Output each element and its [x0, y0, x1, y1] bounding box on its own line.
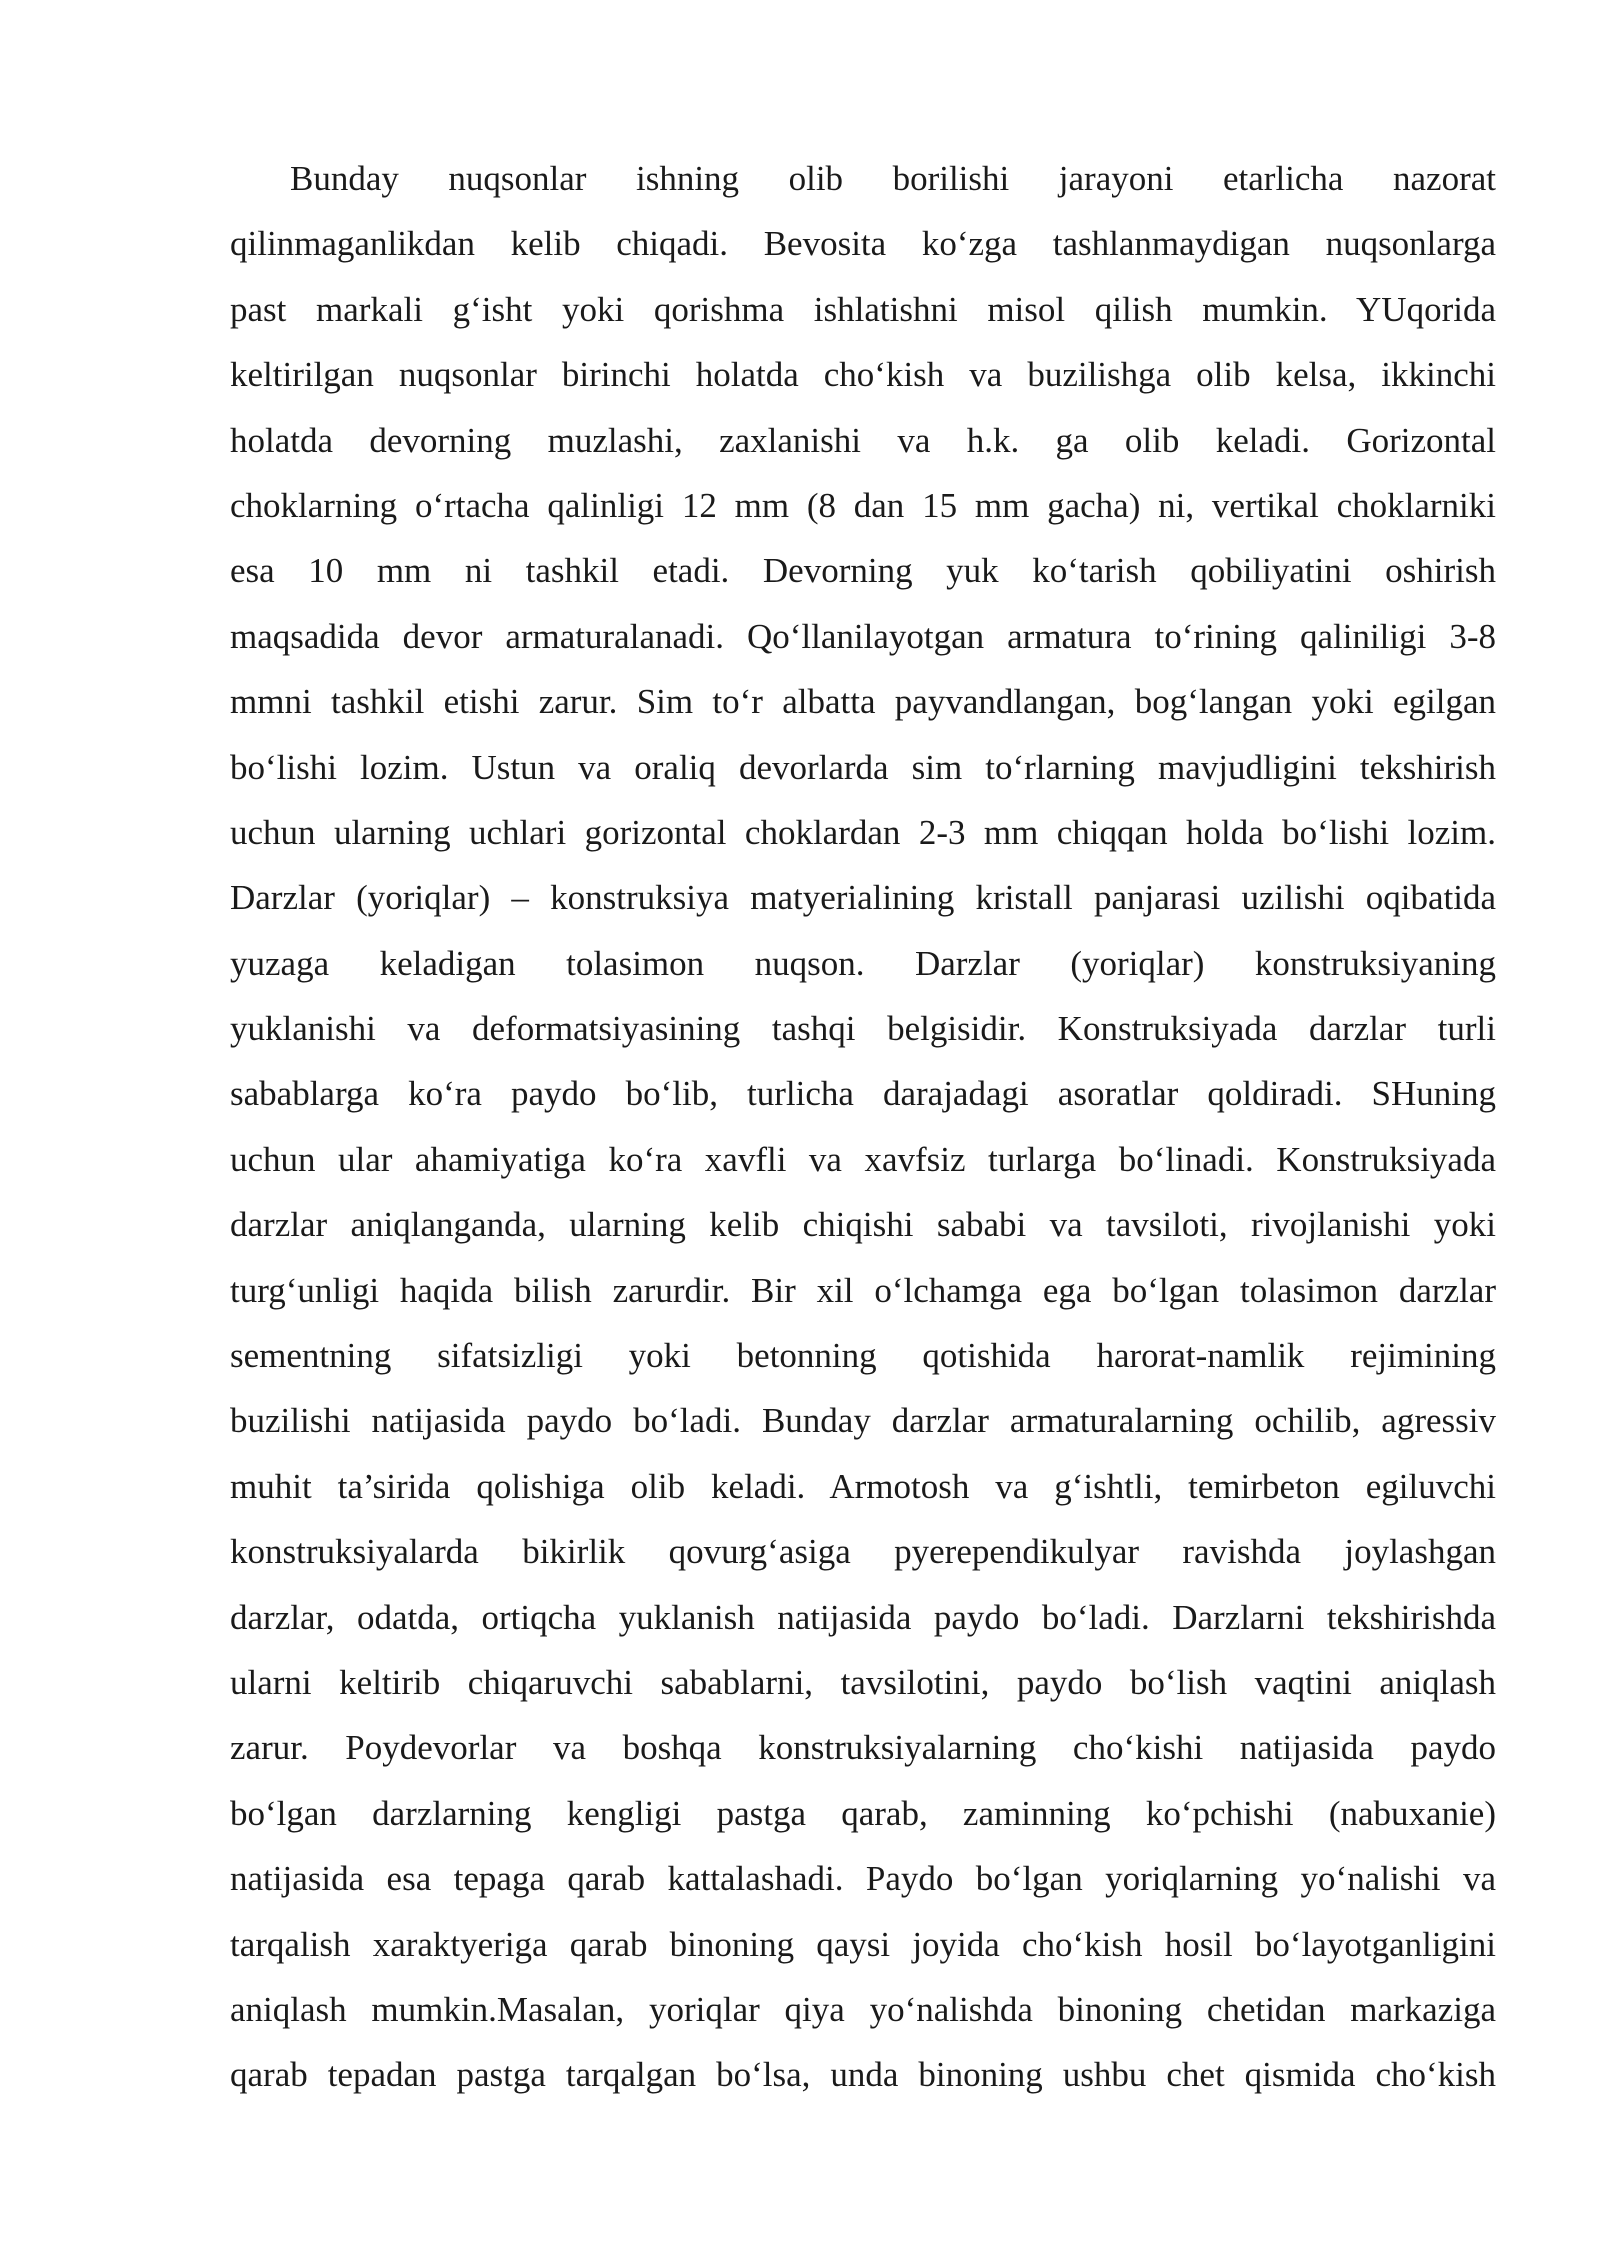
text-line: natijasida esa tepaga qarab kattalashadi. Paydo bo‘lgan yoriqlarning yo‘nalishi va — [230, 1859, 1496, 1899]
text-line: zarur. Poydevorlar va boshqa konstruksiyalarning cho‘kishi natijasida paydo — [230, 1728, 1496, 1768]
text-line: Darzlar (yoriqlar) – konstruksiya matyerialining kristall panjarasi uzilishi oqibatida — [230, 878, 1496, 918]
text-line: konstruksiyalarda bikirlik qovurg‘asiga pyerependikulyar ravishda joylashgan — [230, 1532, 1496, 1572]
text-line: esa 10 mm ni tashkil etadi. Devorning yuk ko‘tarish qobiliyatini oshirish — [230, 551, 1496, 591]
text-line: aniqlash mumkin.Masalan, yoriqlar qiya yo‘nalishda binoning chetidan markaziga — [230, 1989, 1496, 2029]
text-line: tarqalish xaraktyeriga qarab binoning qaysi joyida cho‘kish hosil bo‘layotganligini — [230, 1924, 1496, 1964]
text-line: past markali g‘isht yoki qorishma ishlatishni misol qilish mumkin. YUqorida — [230, 289, 1496, 329]
text-line: Bunday nuqsonlar ishning olib borilishi jarayoni etarlicha nazorat — [290, 159, 1496, 198]
text-line: holatda devorning muzlashi, zaxlanishi va h.k. ga olib keladi. Gorizontal — [230, 420, 1496, 460]
text-line: turg‘unligi haqida bilish zarurdir. Bir xil o‘lchamga ega bo‘lgan tolasimon darzlar — [230, 1270, 1496, 1310]
text-line: bo‘lishi lozim. Ustun va oraliq devorlarda sim to‘rlarning mavjudligini tekshirish — [230, 747, 1496, 787]
text-line: sementning sifatsizligi yoki betonning qotishida harorat-namlik rejimining — [230, 1336, 1496, 1376]
text-line: bo‘lgan darzlarning kengligi pastga qarab, zaminning ko‘pchishi (nabuxanie) — [230, 1793, 1496, 1833]
text-line: uchun ularning uchlari gorizontal choklardan 2-3 mm chiqqan holda bo‘lishi lozim. — [230, 812, 1496, 852]
text-line: muhit ta’sirida qolishiga olib keladi. Armotosh va g‘ishtli, temirbeton egiluvchi — [230, 1466, 1496, 1506]
text-line: uchun ular ahamiyatiga ko‘ra xavfli va xavfsiz turlarga bo‘linadi. Konstruksiyada — [230, 1139, 1496, 1179]
text-line: yuklanishi va deformatsiyasining tashqi belgisidir. Konstruksiyada darzlar turli — [230, 1009, 1496, 1049]
text-line: darzlar, odatda, ortiqcha yuklanish natijasida paydo bo‘ladi. Darzlarni tekshirishda — [230, 1597, 1496, 1637]
text-line: qilinmaganlikdan kelib chiqadi. Bevosita ko‘zga tashlanmaydigan nuqsonlarga — [230, 224, 1496, 264]
text-line: maqsadida devor armaturalanadi. Qo‘llanilayotgan armatura to‘rining qaliniligi 3-8 — [230, 616, 1496, 656]
text-line: ularni keltirib chiqaruvchi sabablarni, tavsilotini, paydo bo‘lish vaqtini aniqlash — [230, 1662, 1496, 1702]
text-line: choklarning o‘rtacha qalinligi 12 mm (8 dan 15 mm gacha) ni, vertikal choklarniki — [230, 485, 1496, 525]
text-line: yuzaga keladigan tolasimon nuqson. Darzlar (yoriqlar) konstruksiyaning — [230, 943, 1496, 983]
text-line: keltirilgan nuqsonlar birinchi holatda cho‘kish va buzilishga olib kelsa, ikkinchi — [230, 355, 1496, 395]
text-line: mmni tashkil etishi zarur. Sim to‘r albatta payvandlangan, bog‘langan yoki egilgan — [230, 682, 1496, 722]
body-paragraph — [230, 146, 1496, 2108]
text-line: sabablarga ko‘ra paydo bo‘lib, turlicha darajadagi asoratlar qoldiradi. SHuning — [230, 1074, 1496, 1114]
text-line: qarab tepadan pastga tarqalgan bo‘lsa, unda binoning ushbu chet qismida cho‘kish — [230, 2055, 1496, 2095]
text-line: buzilishi natijasida paydo bo‘ladi. Bunday darzlar armaturalarning ochilib, agressiv — [230, 1401, 1496, 1441]
text-line: darzlar aniqlanganda, ularning kelib chiqishi sababi va tavsiloti, rivojlanishi yoki — [230, 1205, 1496, 1245]
